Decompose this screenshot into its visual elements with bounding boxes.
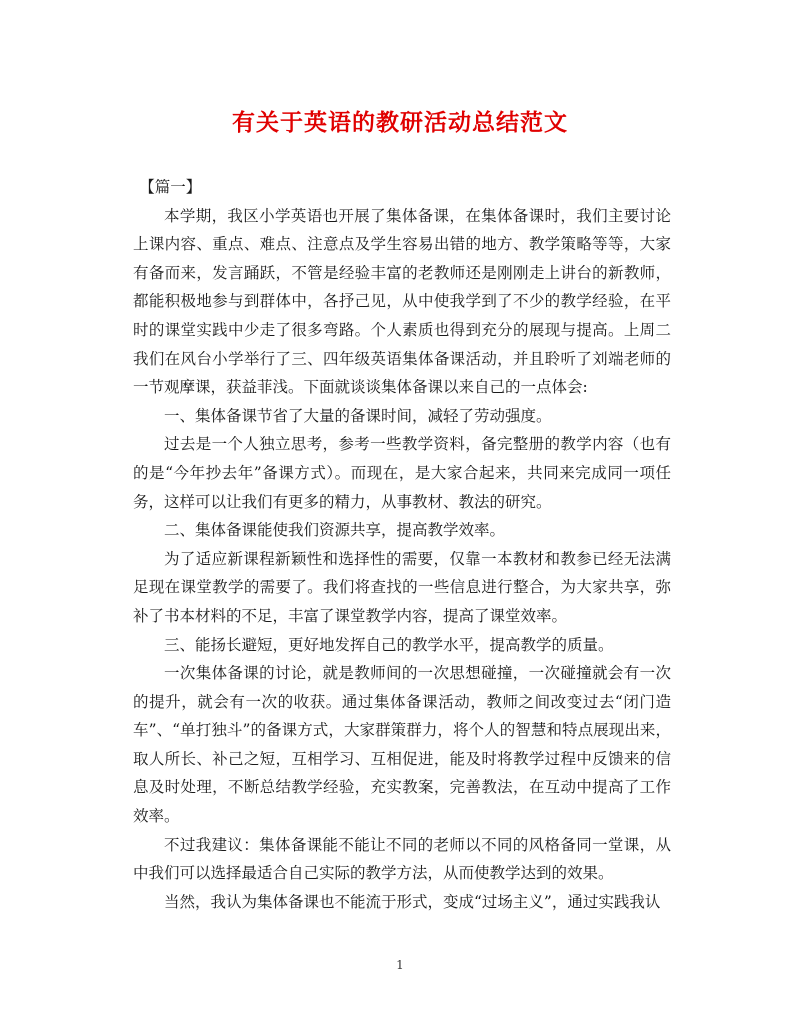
heading-point-three: 三、能扬长避短，更好地发挥自己的教学水平，提高教学的质量。 [164,635,614,654]
heading-point-two: 二、集体备课能使我们资源共享，提高教学效率。 [164,521,506,540]
paragraph-conclusion: 当然，我认为集体备课也不能流于形式，变成“过场主义”，通过实践我认 [164,892,661,911]
document-body [133,173,671,916]
document-title: 有关于英语的教研活动总结范文 [232,109,568,136]
heading-point-one: 一、集体备课节省了大量的备课时间，减轻了劳动强度。 [164,406,552,425]
paragraph-intro: 本学期，我区小学英语也开展了集体备课，在集体备课时，我们主要讨论上课内容、重点、难点、注意点及学生容易出错的地方、教学策略等等，大家有备而来，发言踊跃，不管是经验丰富的老教师还是刚刚走上讲台的新教师，都能积极地参与到群体中，各抒己见，从中使我学到了不少的教学经验，在平时的课堂实践中少走了很多弯路。个人素质也得到充分的展现与提高。上周二我们在风台小学举行了三、四年级英语集体备课活动，并且聆听了刘端老师的一节观摩课，获益菲浅。下面就谈谈集体备课以来自己的一点体会: [133,206,671,397]
paragraph-point-three: 一次集体备课的讨论，就是教师间的一次思想碰撞，一次碰撞就会有一次的提升，就会有一次的收获。通过集体备课活动，教师之间改变过去“闭门造车”、“单打独斗”的备课方式，大家群策群力，将个人的智慧和特点展现出来，取人所长、补己之短，互相学习、互相促进，能及时将教学过程中反馈来的信息及时处理，不断总结教学经验，充实教案，完善教法，在互动中提高了工作效率。 [133,664,671,826]
paragraph-suggestion: 不过我建议：集体备课能不能让不同的老师以不同的风格备同一堂课，从中我们可以选择最适合自己实际的教学方法，从而使教学达到的效果。 [133,835,671,883]
section-label: 【篇一】 [139,178,202,196]
paragraph-point-two: 为了适应新课程新颖性和选择性的需要，仅靠一本教材和教参已经无法满足现在课堂教学的需要了。我们将查找的一些信息进行整合，为大家共享，弥补了书本材料的不足，丰富了课堂教学内容，提高了课堂效率。 [133,549,671,625]
page-number: 1 [396,958,404,972]
paragraph-point-one: 过去是一个人独立思考，参考一些教学资料，备完整册的教学内容（也有的是“今年抄去年”备课方式）。而现在，是大家合起来，共同来完成同一项任务，这样可以让我们有更多的精力，从事教材、教法的研究。 [133,435,671,511]
